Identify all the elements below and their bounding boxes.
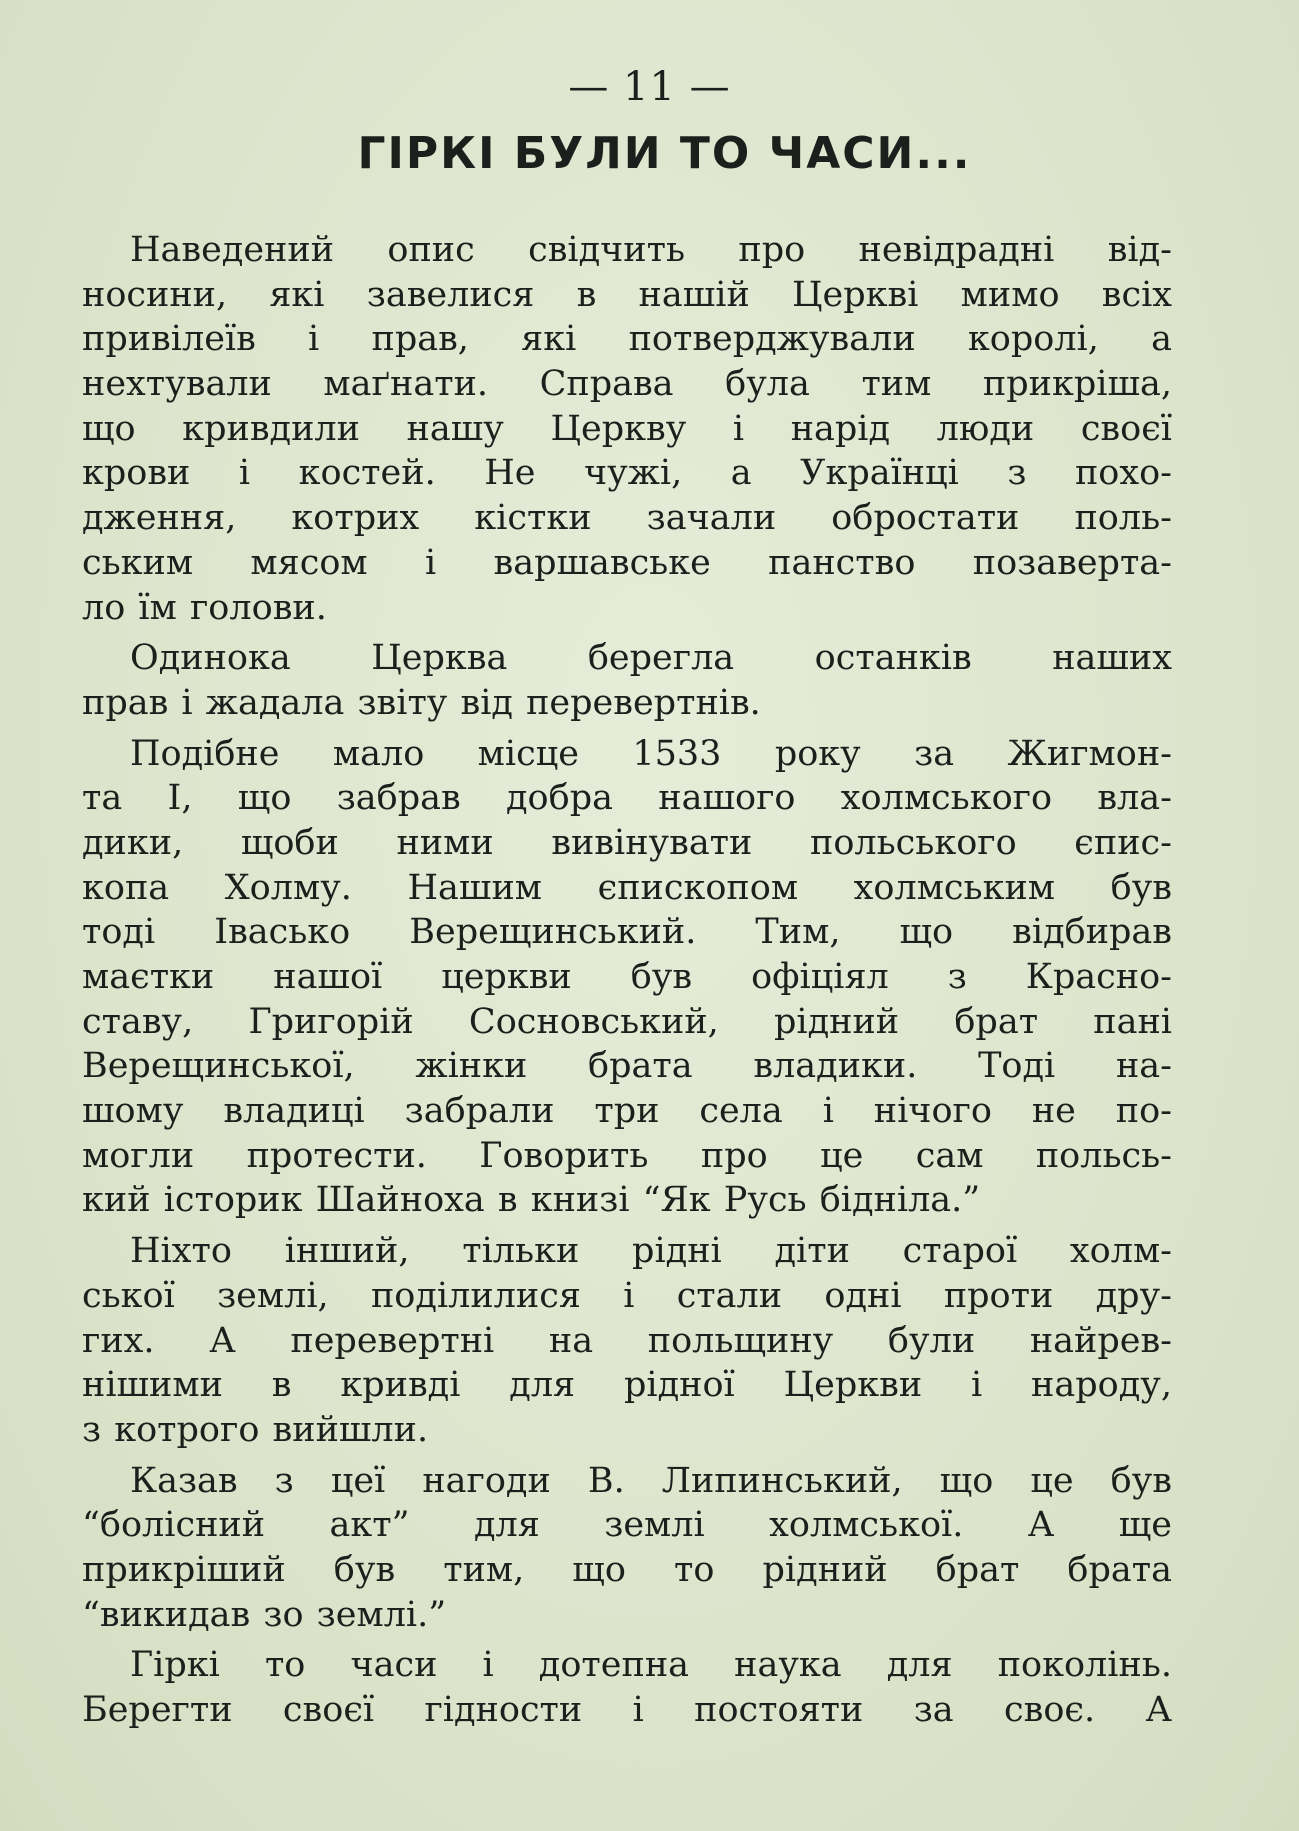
text-line: Гіркі то часи і дотепна наука для поколінь.: [130, 1645, 1172, 1686]
text-line: прикріший був тим, що то рідний брат брата: [82, 1549, 1172, 1590]
text-line: що кривдили нашу Церкву і нарід люди своєї: [82, 408, 1172, 449]
text-line: тоді Івасько Верещинський. Тим, що відбирав: [82, 912, 1172, 953]
text-line: гих. А перевертні на польщину були найрев-: [82, 1320, 1172, 1361]
text-line: з котрого вийшли.: [82, 1409, 429, 1450]
text-line: Ніхто інший, тільки рідні діти старої холм-: [130, 1231, 1172, 1272]
text-line: маєтки нашої церкви був офіціял з Красно-: [82, 957, 1172, 997]
text-line: ської землі, поділилися і стали одні проти дру-: [82, 1275, 1172, 1316]
text-line: ло їм голови.: [82, 587, 327, 628]
text-line: Наведений опис свідчить про невідрадні від-: [130, 230, 1172, 270]
text-line: ставу, Григорій Сосновський, рідний брат пані: [82, 1001, 1172, 1042]
text-line: “викидав зо землі.”: [82, 1594, 447, 1635]
page-number: — 11 —: [568, 64, 731, 110]
chapter-title: ГІРКІ БУЛИ ТО ЧАСИ...: [357, 128, 972, 179]
paragraph: [82, 1229, 1172, 1452]
text-line: кий історик Шайноха в книзі “Як Русь бідніла.”: [82, 1180, 981, 1221]
text-line: Казав з цеї нагоди В. Липинський, що це був: [130, 1460, 1172, 1501]
paragraph: [82, 228, 1172, 630]
text-line: ським мясом і варшавське панство позаверта-: [82, 542, 1172, 583]
paragraph: [82, 1459, 1172, 1638]
text-line: та І, що забрав добра нашого холмського вла-: [82, 778, 1172, 819]
text-line: копа Холму. Нашим єпископом холмським був: [82, 867, 1172, 908]
text-line: дження, котрих кістки зачали обростати поль-: [82, 498, 1172, 539]
text-line: Берегти своєї гідности і постояти за своє. А: [82, 1690, 1172, 1730]
paragraph: [82, 636, 1172, 725]
text-line: крови і костей. Не чужі, а Українці з похо-: [82, 453, 1172, 494]
text-line: нехтували маґнати. Справа була тим прикріша,: [82, 364, 1172, 405]
paragraph: [82, 1643, 1172, 1732]
text-line: Одинока Церква берегла останків наших: [130, 638, 1172, 679]
text-line: носини, які завелися в нашій Церкві мимо всіх: [82, 274, 1172, 315]
text-line: дики, щоби ними вивінувати польського єпис-: [82, 822, 1172, 863]
text-line: нішими в кривді для рідної Церкви і народу,: [82, 1365, 1172, 1406]
text-line: могли протести. Говорить про це сам польсь-: [82, 1135, 1172, 1176]
body-text: [82, 228, 1172, 1733]
text-line: привілеїв і прав, які потверджували королі, а: [82, 319, 1172, 360]
text-line: прав і жадала звіту від перевертнів.: [82, 682, 761, 723]
paragraph: [82, 732, 1172, 1224]
text-line: Верещинської, жінки брата владики. Тоді на-: [82, 1046, 1172, 1087]
text-line: Подібне мало місце 1533 року за Жигмон-: [130, 733, 1172, 774]
text-line: “болісний акт” для землі холмської. А ще: [82, 1505, 1172, 1546]
text-line: шому владиці забрали три села і нічого не по-: [82, 1091, 1172, 1132]
